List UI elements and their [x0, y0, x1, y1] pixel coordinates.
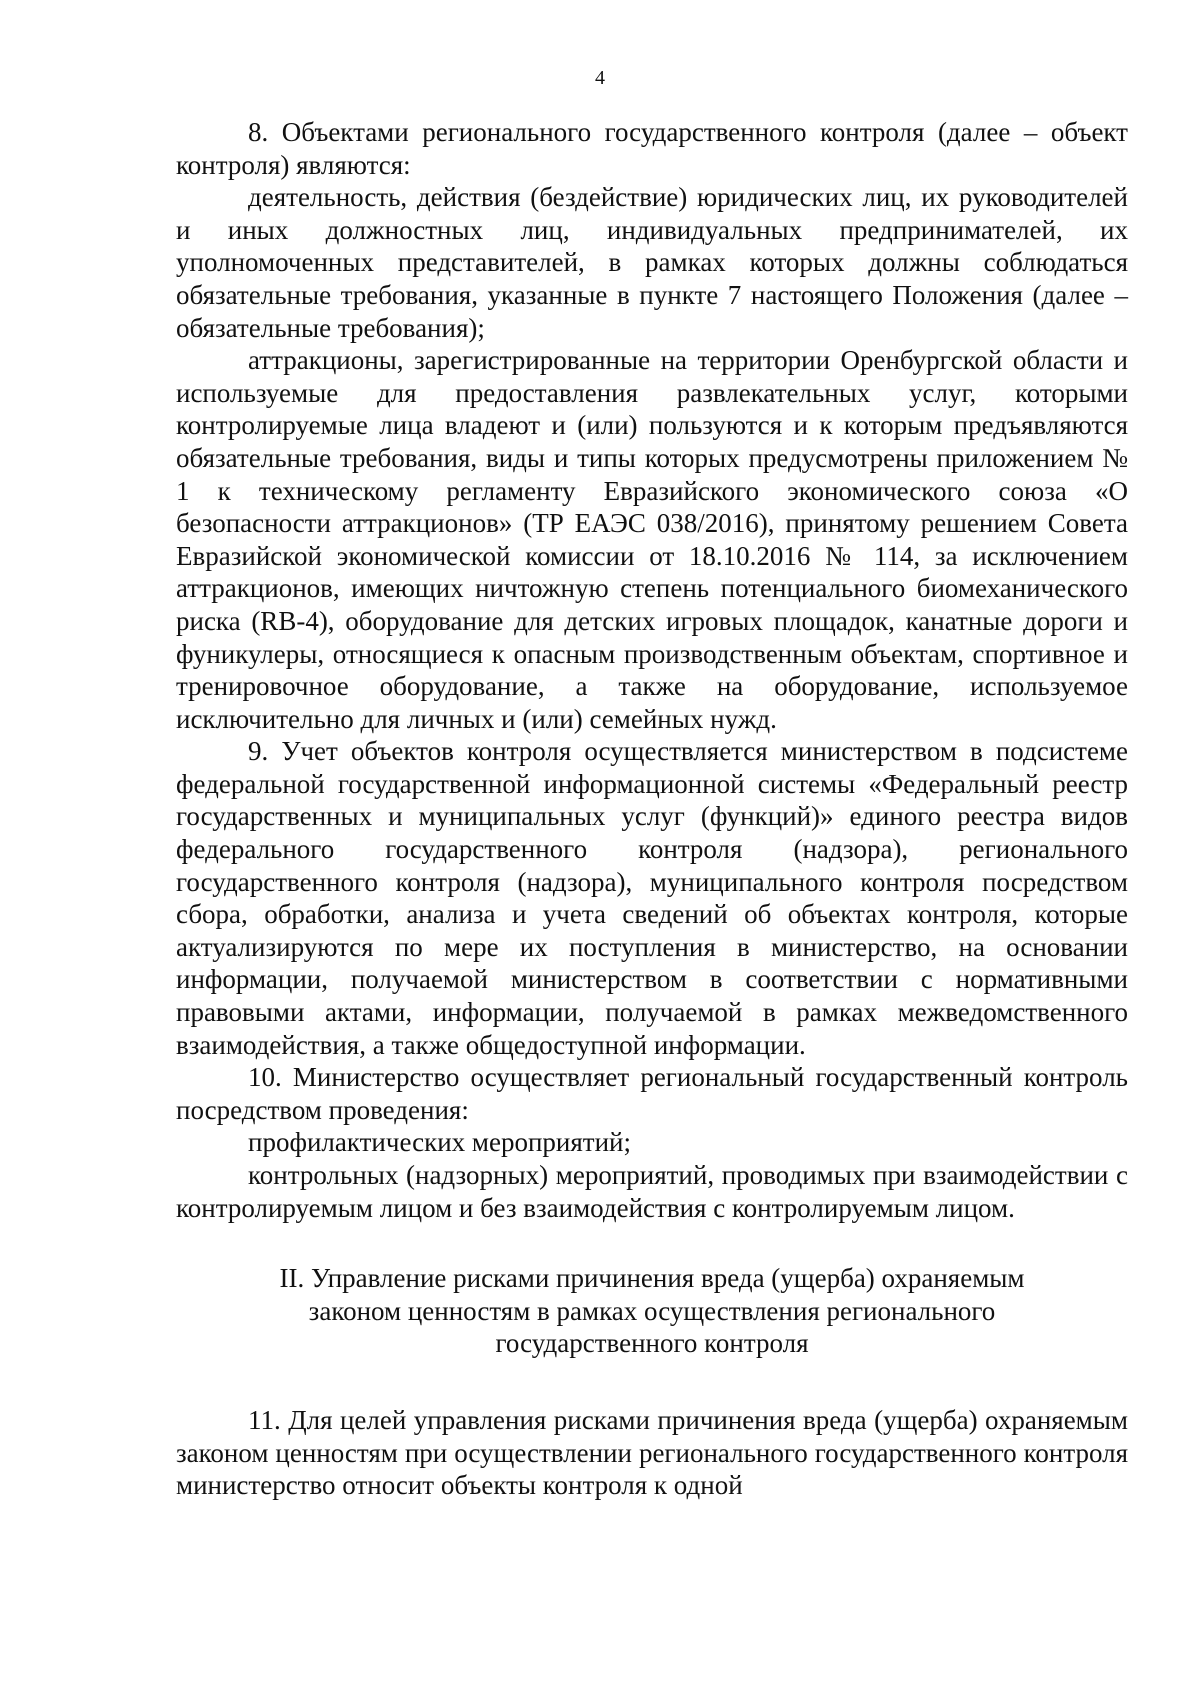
paragraph-activity: деятельность, действия (бездействие) юридических лиц, их руководителей и иных должностных лиц, индивидуальных предпринимателей, их уполномоченных представителей, в рамках которых должны соблюдаться обязательные требования, указанные в пункте 7 настоящего Положения (далее – обязательные требования);: [176, 182, 1128, 343]
paragraph-attractions: аттракционы, зарегистрированные на территории Оренбургской области и используемые для предоставления развлекательных услуг, которыми контролируемые лица владеют и (или) пользуются и к которым предъявляются обязательные требования, виды и типы которых предусмотрены приложением № 1 к техническому регламенту Евразийского экономического союза «О безопасности аттракционов» (ТР ЕАЭС 038/2016), принятому решением Совета Евразийской экономической комиссии от 18.10.2016 № 114, за исключением аттракционов, имеющих ничтожную степень потенциального биомеханического риска (RB-4), оборудование для детских игровых площадок, канатные дороги и фуникулеры, относящиеся к опасным производственным объектам, спортивное и тренировочное оборудование, а также на оборудование, используемое исключительно для личных и (или) семейных нужд.: [176, 345, 1128, 734]
section-heading: [176, 1262, 1128, 1360]
document-body: [176, 116, 1128, 1502]
paragraph-item-11: 11. Для целей управления рисками причинения вреда (ущерба) охраняемым законом ценностям при осуществлении регионального государственного контроля министерство относит объекты контроля к одной: [176, 1404, 1128, 1501]
paragraph-item-9: 9. Учет объектов контроля осуществляется министерством в подсистеме федеральной государственной информационной системы «Федеральный реестр государственных и муниципальных услуг (функций)» единого реестра видов федерального государственного контроля (надзора), регионального государственного контроля (надзора), муниципального контроля посредством сбора, обработки, анализа и учета сведений об объектах контроля, которые актуализируются по мере их поступления в министерство, на основании информации, получаемой министерством в соответствии с нормативными правовыми актами, информации, получаемой в рамках межведомственного взаимодействия, а также общедоступной информации.: [176, 736, 1128, 1060]
section-heading-line: государственного контроля: [495, 1328, 809, 1359]
paragraph-item-8: 8. Объектами регионального государственного контроля (далее – объект контроля) являются:: [176, 117, 1128, 180]
paragraph-control-measures: контрольных (надзорных) мероприятий, проводимых при взаимодействии с контролируемым лицом и без взаимодействия с контролируемым лицом.: [176, 1160, 1128, 1223]
section-heading-line: законом ценностям в рамках осуществления регионального: [308, 1295, 996, 1326]
page-number: 4: [595, 67, 605, 89]
paragraph-item-10: 10. Министерство осуществляет региональный государственный контроль посредством проведения:: [176, 1062, 1128, 1125]
section-heading-line: II. Управление рисками причинения вреда (ущерба) охраняемым: [279, 1263, 1025, 1294]
paragraph-preventive-measures: профилактических мероприятий;: [248, 1127, 631, 1158]
